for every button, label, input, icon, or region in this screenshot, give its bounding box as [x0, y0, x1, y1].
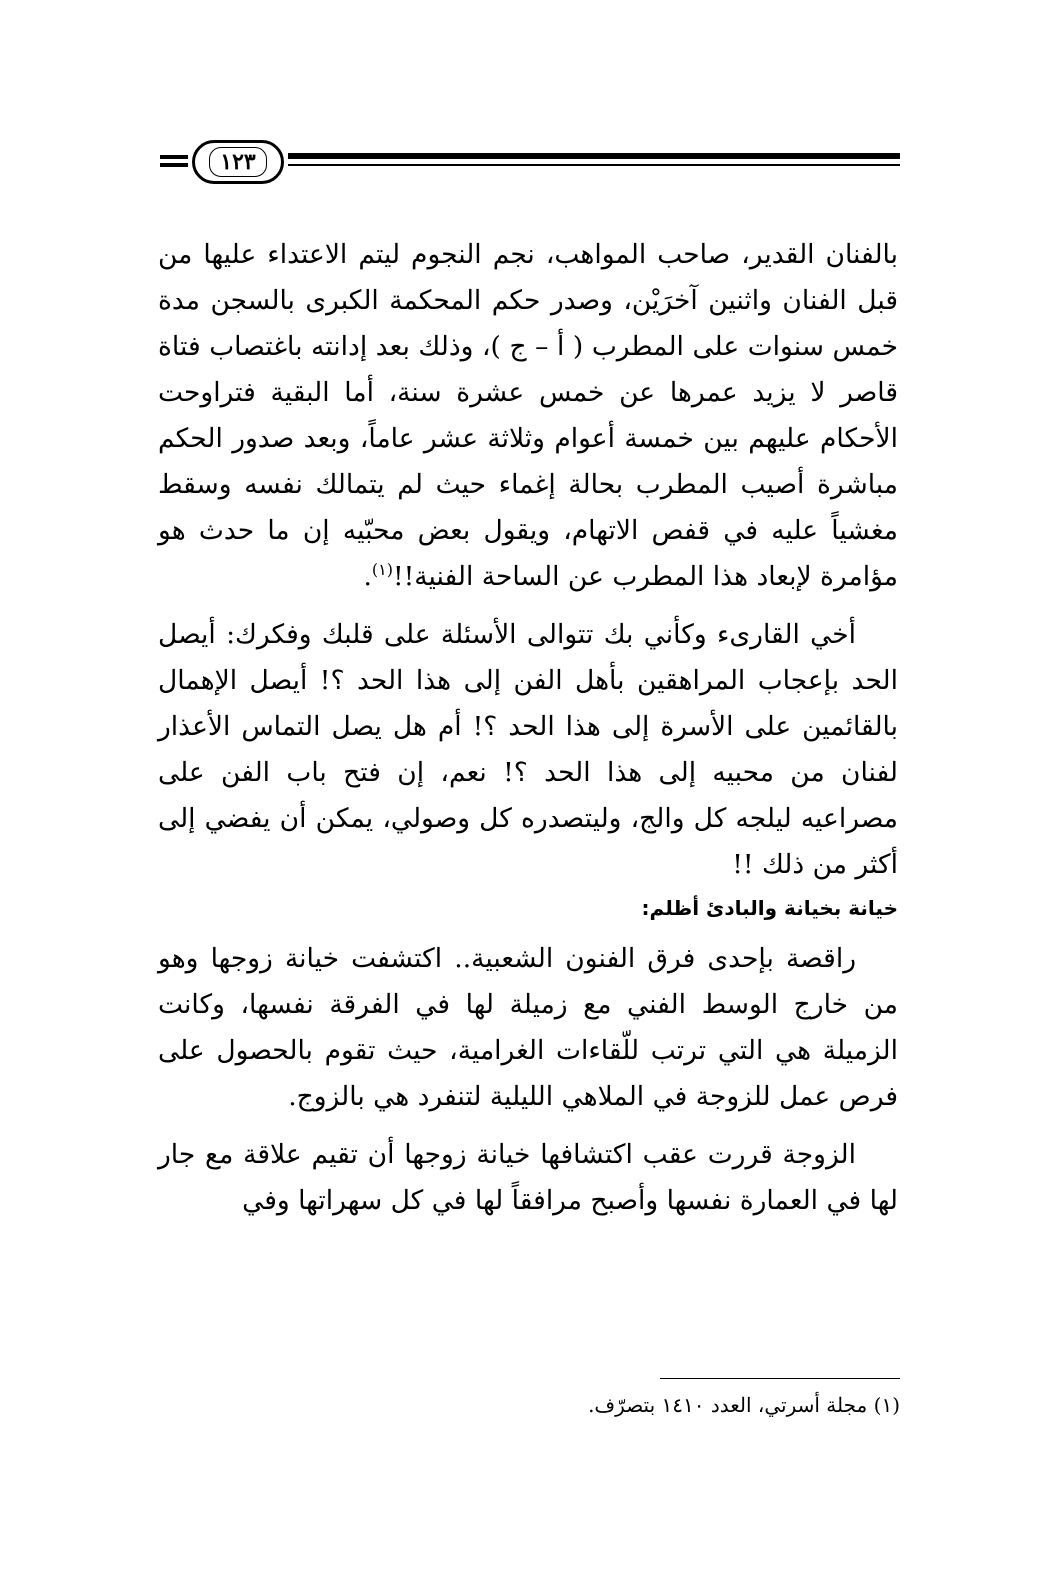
- page-header: [160, 140, 900, 186]
- page-number-ornament: [192, 140, 284, 184]
- paragraph-wife: الزوجة قررت عقب اكتشافها خيانة زوجها أن تقيم علاقة مع جار لها في العمارة نفسها وأصبح مرافقاً لها في كل سهراتها وفي: [158, 1139, 898, 1216]
- paragraph-dancer: راقصة بإحدى فرق الفنون الشعبية.. اكتشفت خيانة زوجها وهو من خارج الوسط الفني مع زميلة لها في الفرقة نفسها، وكانت الزميلة هي التي ترتب للّقاءات الغرامية، حيث تقوم بالحصول على فرص عمل للزوجة في الملاهي الليلية لتنفرد هي بالزوج.: [158, 943, 898, 1112]
- page-body: [158, 232, 898, 1224]
- paragraph-reader-questions: أخي القارىء وكأني بك تتوالى الأسئلة على قلبك وفكرك: أيصل الحد بإعجاب المراهقين بأهل الفن إلى هذا الحد ؟! أيصل الإهمال بالقائمين على الأسرة إلى هذا الحد ؟! أم هل يصل التماس الأعذار لفنان من محبيه إلى هذا الحد ؟! نعم، إن فتح باب الفن على مصراعيه ليلجه كل والج، وليتصدره كل وصولي، يمكن أن يفضي إلى أكثر من ذلك !!: [158, 619, 898, 880]
- paragraph-continued: بالفنان القدير، صاحب المواهب، نجم النجوم ليتم الاعتداء عليها من قبل الفنان واثنين آخرَيْن، وصدر حكم المحكمة الكبرى بالسجن مدة خمس سنوات على المطرب ( أ – ج )، وذلك بعد إدانته باغتصاب فتاة قاصر لا يزيد عمرها عن خمس عشرة سنة، أما البقية فتراوحت الأحكام عليهم بين خمسة أعوام وثلاثة عشر عاماً، وبعد صدور الحكم مباشرة أصيب المطرب بحالة إغماء حيث لم يتمالك نفسه وسقط مغشياً عليه في قفص الاتهام، ويقول بعض محبّيه إن ما حدث هو مؤامرة لإبعاد هذا المطرب عن الساحة الفنية!!$^{(١)}$.: [158, 239, 898, 592]
- footnote-reference: (١): [371, 560, 393, 580]
- header-rule-right: [288, 153, 900, 159]
- page-number: ١٢٣: [209, 147, 266, 177]
- section-heading: خيانة بخيانة والبادئ أظلم:: [641, 896, 898, 920]
- footnote: (١) مجلة أسرتي، العدد ١٤١٠ بتصرّف.: [588, 1393, 900, 1417]
- header-rule-left: [160, 155, 188, 159]
- footnote-divider: [660, 1378, 900, 1379]
